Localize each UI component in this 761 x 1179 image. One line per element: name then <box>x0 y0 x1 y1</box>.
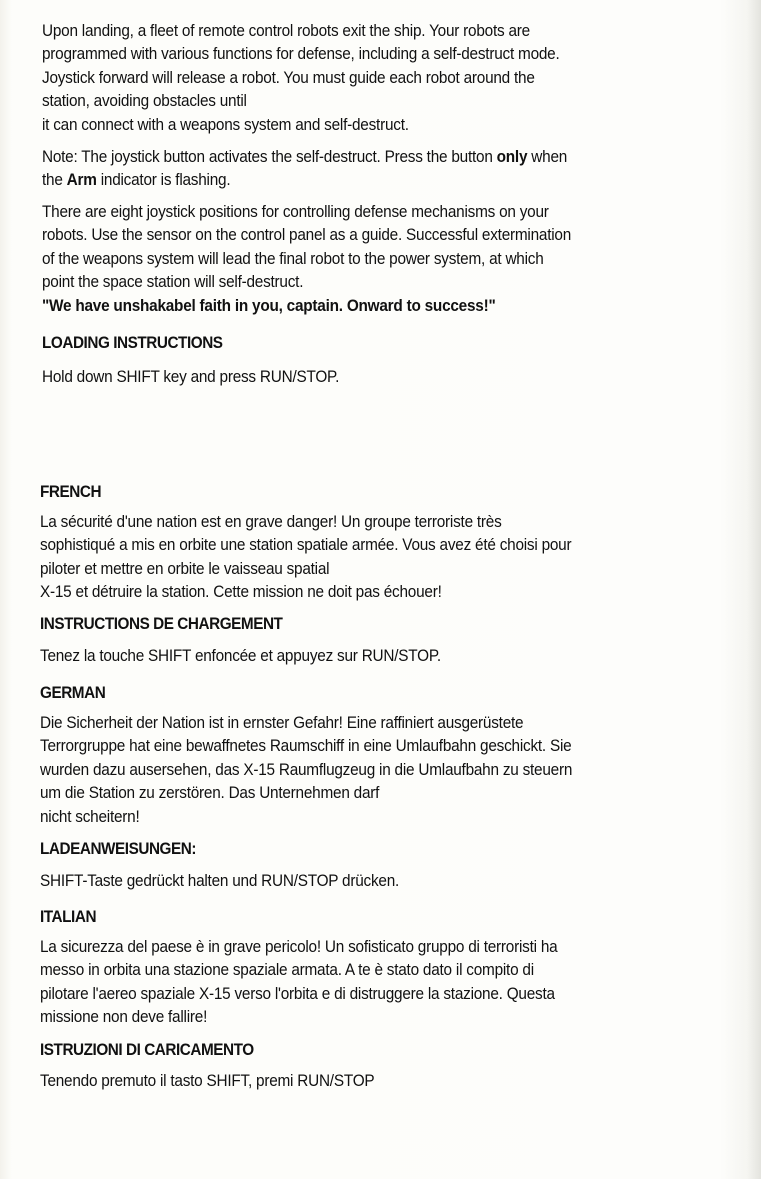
german-loading-text-block <box>40 870 720 893</box>
italian-loading-section <box>40 1039 720 1061</box>
note-text: when <box>527 148 568 166</box>
french-loading-text-block <box>40 645 720 668</box>
french-loading-section <box>40 613 720 635</box>
text-line: La sicurezza del paese è in grave pericolo! Un sofisticato gruppo di terroristi ha <box>40 938 558 956</box>
text-line: station, avoiding obstacles until <box>42 92 247 111</box>
text-line: Joystick forward will release a robot. You must guide each robot around the <box>42 68 535 87</box>
italian-section <box>40 906 720 928</box>
loading-section <box>42 332 722 354</box>
text-line: um die Station zu zerstören. Das Unternehmen darf <box>40 784 380 803</box>
french-section <box>40 481 720 503</box>
text-line: messo in orbita una stazione spaziale armata. A te è stato dato il compito di <box>40 961 534 980</box>
french-paragraph <box>40 511 720 605</box>
german-loading-section <box>40 838 720 860</box>
text-line: robots. Use the sensor on the control panel as a guide. Successful extermination <box>42 226 572 245</box>
note-text: indicator is flashing. <box>96 171 231 190</box>
text-line: sophistiqué a mis en orbite une station spatiale armée. Vous avez été choisi pour <box>40 536 572 555</box>
note-paragraph <box>42 146 722 193</box>
text-line: of the weapons system will lead the final robot to the power system, at which <box>42 249 544 268</box>
text-line: wurden dazu ausersehen, das X-15 Raumflugzeug in die Umlaufbahn zu steuern <box>40 760 573 779</box>
note-emphasis-only: only <box>496 148 528 166</box>
intro-paragraph <box>42 20 722 137</box>
text-line <box>42 169 721 192</box>
controls-paragraph <box>42 201 722 318</box>
text-line: Terrorgruppe hat eine bewaffnetes Raumschiff in eine Umlaufbahn geschickt. Sie <box>40 737 572 756</box>
text-line: X-15 et détruire la station. Cette mission ne doit pas échouer! <box>40 583 442 602</box>
italian-loading-text-block <box>40 1070 720 1093</box>
note-text: Note: The joystick button activates the self-destruct. Press the button <box>42 148 497 166</box>
italian-heading: ITALIAN <box>40 907 97 926</box>
note-text: the <box>42 171 67 190</box>
french-loading-heading: INSTRUCTIONS DE CHARGEMENT <box>40 614 283 633</box>
text-line: piloter et mettre en orbite le vaisseau spatial <box>40 559 330 578</box>
french-heading: FRENCH <box>40 482 102 501</box>
text-line: There are eight joystick positions for controlling defense mechanisms on your <box>42 203 549 221</box>
german-loading-text: SHIFT-Taste gedrückt halten und RUN/STOP drücken. <box>40 872 400 890</box>
german-section <box>40 682 720 704</box>
german-heading: GERMAN <box>40 683 106 702</box>
german-loading-heading: LADEANWEISUNGEN: <box>40 839 197 858</box>
text-line: pilotare l'aereo spaziale X-15 verso l'orbita e di distruggere la stazione. Questa <box>40 984 555 1003</box>
italian-loading-heading: ISTRUZIONI DI CARICAMENTO <box>40 1040 254 1059</box>
text-line: it can connect with a weapons system and self-destruct. <box>42 115 409 134</box>
closing-quote: "We have unshakabel faith in you, captain. Onward to success!" <box>42 296 496 315</box>
text-line: Upon landing, a fleet of remote control robots exit the ship. Your robots are <box>42 22 530 40</box>
text-line: missione non deve fallire! <box>40 1008 208 1027</box>
loading-heading: LOADING INSTRUCTIONS <box>42 333 223 352</box>
loading-text: Hold down SHIFT key and press RUN/STOP. <box>42 368 340 386</box>
note-emphasis-arm: Arm <box>66 171 97 190</box>
french-loading-text: Tenez la touche SHIFT enfoncée et appuyez sur RUN/STOP. <box>40 647 441 665</box>
italian-paragraph <box>40 936 720 1030</box>
text-line: La sécurité d'une nation est en grave danger! Un groupe terroriste très <box>40 513 502 531</box>
text-line: Die Sicherheit der Nation ist in ernster Gefahr! Eine raffiniert ausgerüstete <box>40 714 524 732</box>
text-line: programmed with various functions for defense, including a self-destruct mode. <box>42 45 560 64</box>
italian-loading-text: Tenendo premuto il tasto SHIFT, premi RUN/STOP <box>40 1072 375 1090</box>
text-line: nicht scheitern! <box>40 807 140 826</box>
text-line <box>42 146 721 169</box>
loading-text-block <box>42 366 722 389</box>
text-line: point the space station will self-destruct. <box>42 273 304 292</box>
page-edge-shadow <box>747 0 761 1179</box>
german-paragraph <box>40 712 720 829</box>
